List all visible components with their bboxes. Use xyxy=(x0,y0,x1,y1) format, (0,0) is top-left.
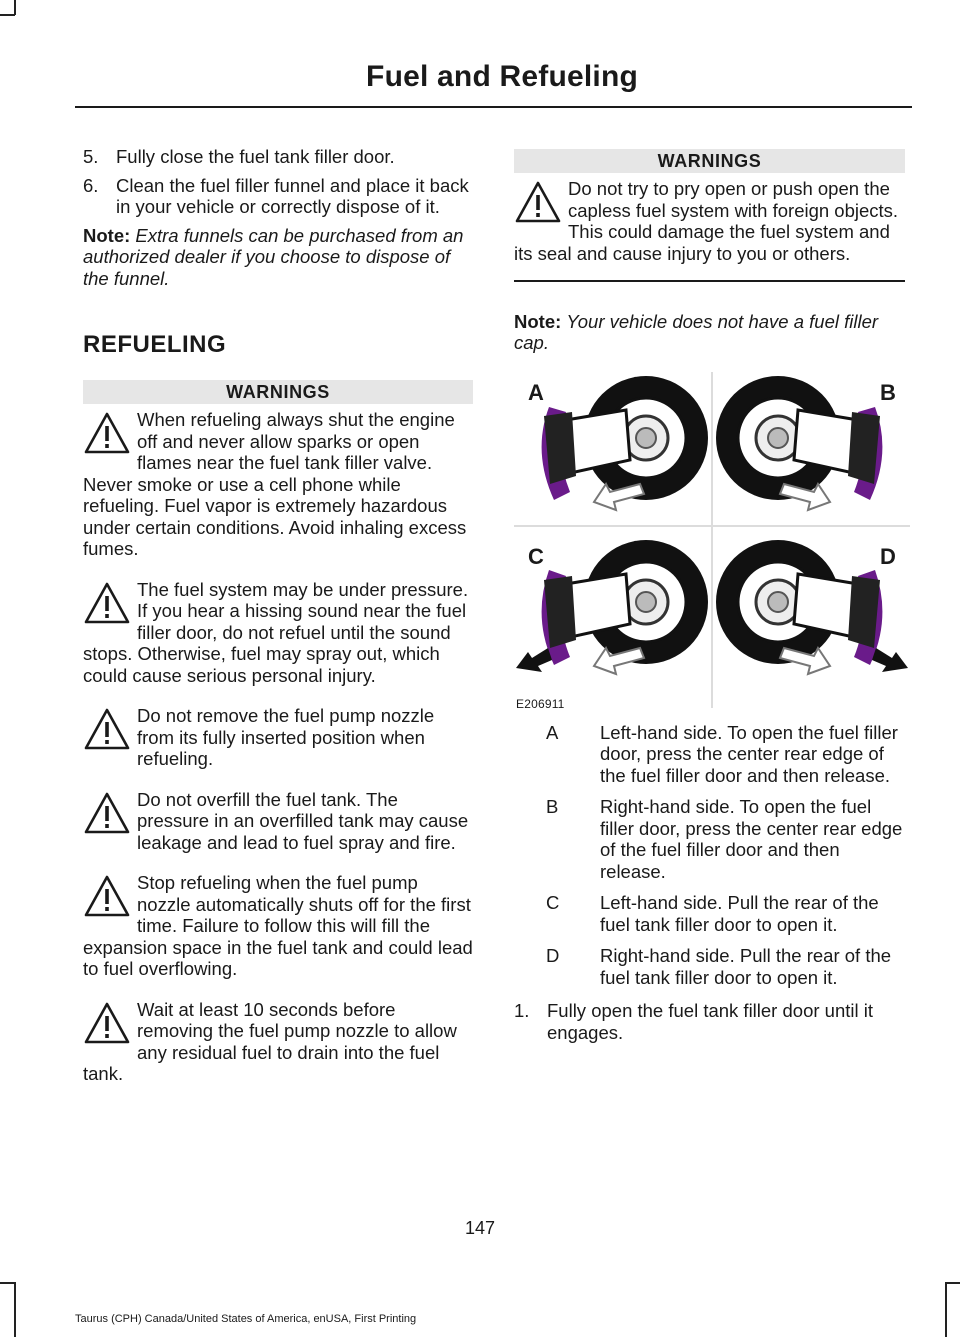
figure-label-c: C xyxy=(528,543,544,569)
fuel-door-figure xyxy=(514,372,910,712)
left-column xyxy=(83,146,473,1085)
figure-code: E206911 xyxy=(516,696,565,711)
note-text: Extra funnels can be purchased from an authorized dealer if you choose to dispose of the funnel. xyxy=(83,224,464,289)
warnings-title: WARNINGS xyxy=(514,149,905,173)
legend-row xyxy=(514,796,905,882)
warning-item xyxy=(83,872,473,980)
warning-text: Do not overfill the fuel tank. The pressure in an overfilled tank may cause leakage and lead to fuel spray and fire. xyxy=(137,788,469,853)
legend-text: Left-hand side. To open the fuel filler door, press the center rear edge of the fuel filler door and then release. xyxy=(600,721,898,786)
figure-label-b: B xyxy=(880,379,896,405)
crop-mark xyxy=(14,1282,16,1337)
warning-text: Do not try to pry open or push open the capless fuel system with foreign objects. This could damage the fuel system and its seal and cause injury to you or others. xyxy=(514,178,899,264)
step-6 xyxy=(83,175,473,218)
legend-row xyxy=(514,722,905,787)
warning-text: When refueling always shut the engine off and never allow sparks or open flames near the fuel tank filler valve. Never smoke or use a cell phone while refueling. Fuel vapor is extremely hazardous under certain conditions. Avoid inhaling excess fumes. xyxy=(83,409,467,559)
legend-row xyxy=(514,945,905,988)
note-funnel xyxy=(83,225,473,290)
step-text: Fully open the fuel tank filler door until it engages. xyxy=(547,1000,873,1043)
warnings-end-rule xyxy=(514,280,905,282)
warning-text: Stop refueling when the fuel pump nozzle automatically shuts off for the first time. Failure to follow this will fill the expansion space in the fuel tank and could lead to fuel overflowing. xyxy=(83,872,473,979)
step-number: 1. xyxy=(514,1000,530,1021)
warning-item xyxy=(83,789,473,854)
page-number: 147 xyxy=(464,1218,496,1238)
legend-text: Left-hand side. Pull the rear of the fuel tank filler door to open it. xyxy=(600,892,879,935)
step-number: 5. xyxy=(83,146,99,167)
step-1 xyxy=(514,1000,905,1043)
note-text: Your vehicle does not have a fuel filler cap. xyxy=(514,310,879,353)
step-text: Fully close the fuel tank filler door. xyxy=(116,146,395,167)
right-column xyxy=(514,146,905,1050)
legend-row xyxy=(514,892,905,935)
warning-triangle-icon xyxy=(83,874,131,919)
legend-key: B xyxy=(546,796,559,817)
legend-text: Right-hand side. Pull the rear of the fuel tank filler door to open it. xyxy=(600,945,892,988)
crop-mark xyxy=(14,0,16,15)
note-filler-cap xyxy=(514,311,905,354)
crop-mark xyxy=(945,1282,947,1337)
header-rule xyxy=(75,106,912,108)
warnings-box xyxy=(83,380,473,1085)
crop-mark xyxy=(0,14,15,16)
warning-item xyxy=(83,579,473,687)
warning-item xyxy=(514,178,905,264)
warning-triangle-icon xyxy=(83,707,131,752)
warning-text: The fuel system may be under pressure. If you hear a hissing sound near the fuel filler door, do not refuel until the sound stops. Otherwise, fuel may spray out, which could cause serious personal injury. xyxy=(83,578,469,686)
warnings-box xyxy=(514,149,905,282)
step-5 xyxy=(83,146,473,168)
warning-triangle-icon xyxy=(514,180,562,225)
figure-label-d: D xyxy=(880,543,896,569)
page-title: Fuel and Refueling xyxy=(366,60,638,93)
step-text: Clean the fuel filler funnel and place it back in your vehicle or correctly dispose of it. xyxy=(116,174,469,217)
warning-triangle-icon xyxy=(83,411,131,456)
warning-item xyxy=(83,999,473,1085)
warning-triangle-icon xyxy=(83,581,131,626)
figure-divider xyxy=(711,372,713,708)
warning-text: Wait at least 10 seconds before removing the fuel pump nozzle to allow any residual fuel to drain into the fuel tank. xyxy=(83,998,457,1084)
crop-mark xyxy=(945,1282,960,1284)
legend-text: Right-hand side. To open the fuel filler door, press the center rear edge of the fuel filler door and then release. xyxy=(600,796,903,882)
note-label: Note: xyxy=(514,310,562,332)
note-label: Note: xyxy=(83,224,131,246)
figure-legend xyxy=(514,722,905,989)
step-number: 6. xyxy=(83,174,99,196)
legend-key: A xyxy=(546,721,559,743)
legend-key: C xyxy=(546,892,560,913)
warning-item xyxy=(83,705,473,770)
footer-text: Taurus (CPH) Canada/United States of America, enUSA, First Printing xyxy=(75,1313,417,1325)
warning-item xyxy=(83,409,473,560)
section-heading: REFUELING xyxy=(83,331,227,358)
figure-label-a: A xyxy=(528,379,544,405)
warning-triangle-icon xyxy=(83,1001,131,1046)
warnings-title: WARNINGS xyxy=(83,380,473,404)
crop-mark xyxy=(0,1282,15,1284)
warning-text: Do not remove the fuel pump nozzle from its fully inserted position when refueling. xyxy=(137,705,435,769)
warning-triangle-icon xyxy=(83,791,131,836)
legend-key: D xyxy=(546,945,560,966)
